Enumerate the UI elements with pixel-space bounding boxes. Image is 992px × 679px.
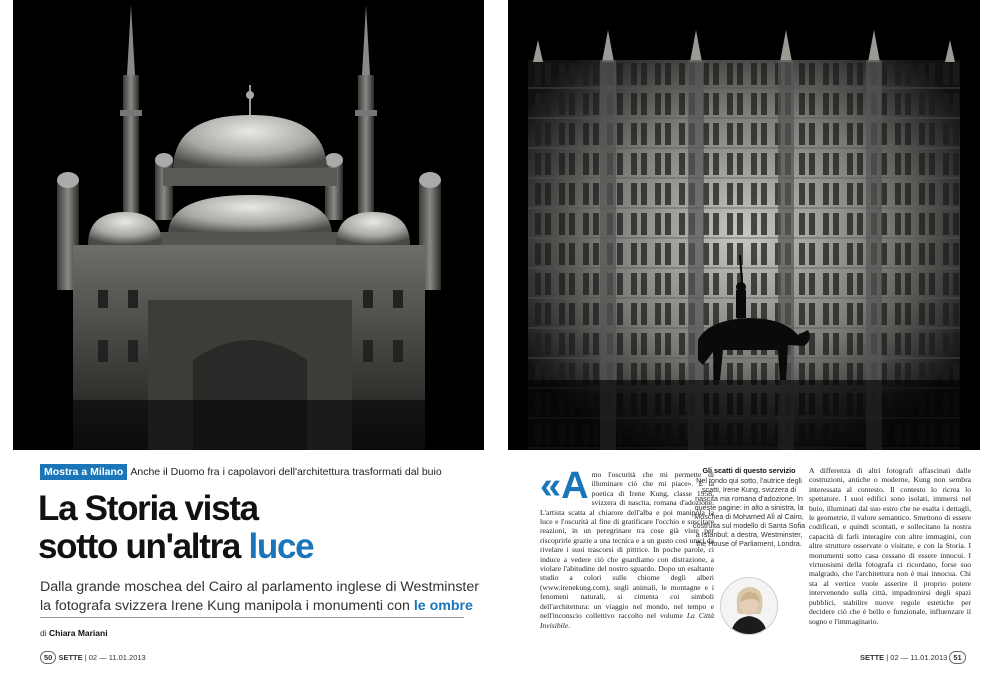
- mosque-illustration: [13, 0, 484, 450]
- article-column-2: A differenza di altri fotografi affascinati dalle costruzioni, antiche o moderne, Kung non sembra interessata al contesto. Il contesto lo ricrea lo spettatore. I suoi edifici sono isolati, immersi nel buio, illuminati dal suo estro che ne esalta i dettagli, le geometrie, il valore semantico. Smettono di essere codificati, e quindi scontati, e sollecitano la nostra capacità di farli interagire con altre immagini, con altre strutture osservate o visitate, e con la Storia. I monumenti sotto casa cessano di essere innocui. I virtuosismi della fotografa ci ricordano, forse suo malgrado, che l'architettura non è mai innocua. Chi sta al vertice vuole asserire il proprio potere intervenendo sulla città, impadronirsi degli spazi pubblici, stabilire nuove regole estetiche per decidere ciò che è bello e funzionale, influenzare il sogno e l'immaginario.: [809, 466, 971, 626]
- divider: [40, 617, 464, 618]
- author-portrait: [720, 577, 778, 635]
- folio-right: SETTE | 02 — 11.01.2013 51: [860, 651, 966, 664]
- quote-mark: «: [540, 465, 562, 507]
- caption-title: Gli scatti di questo servizio: [702, 466, 796, 475]
- folio-left: 50 SETTE | 02 — 11.01.2013: [40, 651, 146, 664]
- article-column-1: [540, 465, 714, 630]
- drop-cap-letter: A: [561, 465, 589, 507]
- mosque-photo: [13, 0, 484, 450]
- byline-name: Chiara Mariani: [49, 628, 108, 638]
- subtitle: [40, 578, 480, 616]
- kicker-tag: Mostra a Milano: [40, 464, 127, 480]
- photo-caption-box: [690, 466, 808, 548]
- byline-prefix: di: [40, 628, 47, 638]
- caption-text: Nel tondo qui sotto, l'autrice degli scatti, Irene Kung, svizzera di nascita ma romana d'adozione. In queste pagine: in alto a sinistra, la Moschea di Mohamed Alì al Cairo, costruita sul modello di Santa Sofia a Istanbul; a destra, Westminster, the House of Parliament, Londra.: [692, 476, 806, 548]
- issue-date: 02 — 11.01.2013: [88, 653, 146, 662]
- westminster-photo: [508, 0, 980, 450]
- magazine-name: SETTE: [58, 653, 83, 662]
- subtitle-line-2-text: la fotografa svizzera Irene Kung manipola i monumenti con: [40, 598, 414, 614]
- headline-highlight: luce: [248, 527, 314, 566]
- kicker-text: Anche il Duomo fra i capolavori dell'architettura trasformati dal buio: [130, 466, 442, 478]
- issue-date: 02 — 11.01.2013: [890, 653, 948, 662]
- kicker: [40, 466, 442, 478]
- article-text-1: mo l'oscurità che mi permette di illuminare ciò che mi piace». È la poetica di Irene Kung, classe 1958, svizzera di nascita, romana d'adozione. L'artista scatta al chiarore dell'alba e poi manipola la luce e l'oscurità al fine di gratificare l'occhio e suscitare reazioni, in un peregrinare tra cose già viste per riscoprirle grazie a una tecnica e a un gusto così unici da rivelare i suoi trascorsi di pittrice. In poche parole, ci induce a vedere ciò che guardiamo con distrazione, a violare l'abitudine del nostro sguardo. Dopo un esaltante studio a colori sulle chiome degli alberi (www.irenekung.com), sugli animali, le montagne e i fenomeni naturali, si cimenta coi simboli dell'architettura: un viaggio nel mondo, nel tempo e nell'inconscio collettivo raccolto nel volume: [540, 470, 714, 621]
- westminster-illustration: [508, 0, 980, 450]
- page-number: 50: [40, 651, 56, 664]
- subtitle-bold: le ombre: [413, 598, 473, 614]
- headline-line-2-text: sotto un'altra: [38, 527, 249, 566]
- photo-credit: [782, 580, 788, 620]
- article-text-1-end: .: [568, 620, 571, 630]
- page-number: 51: [949, 651, 965, 664]
- subtitle-line-1: Dalla grande moschea del Cairo al parlamento inglese di Westminster: [40, 579, 479, 595]
- portrait-icon: [721, 578, 777, 634]
- right-page: [496, 0, 992, 679]
- book-title: La Città Invisibile: [540, 611, 714, 630]
- magazine-name: SETTE: [860, 653, 885, 662]
- byline: [40, 628, 108, 638]
- headline: [38, 490, 313, 566]
- headline-line-2: [38, 528, 313, 566]
- drop-cap: [540, 465, 589, 507]
- headline-line-1: La Storia vista: [38, 489, 258, 528]
- subtitle-line-2: [40, 597, 480, 616]
